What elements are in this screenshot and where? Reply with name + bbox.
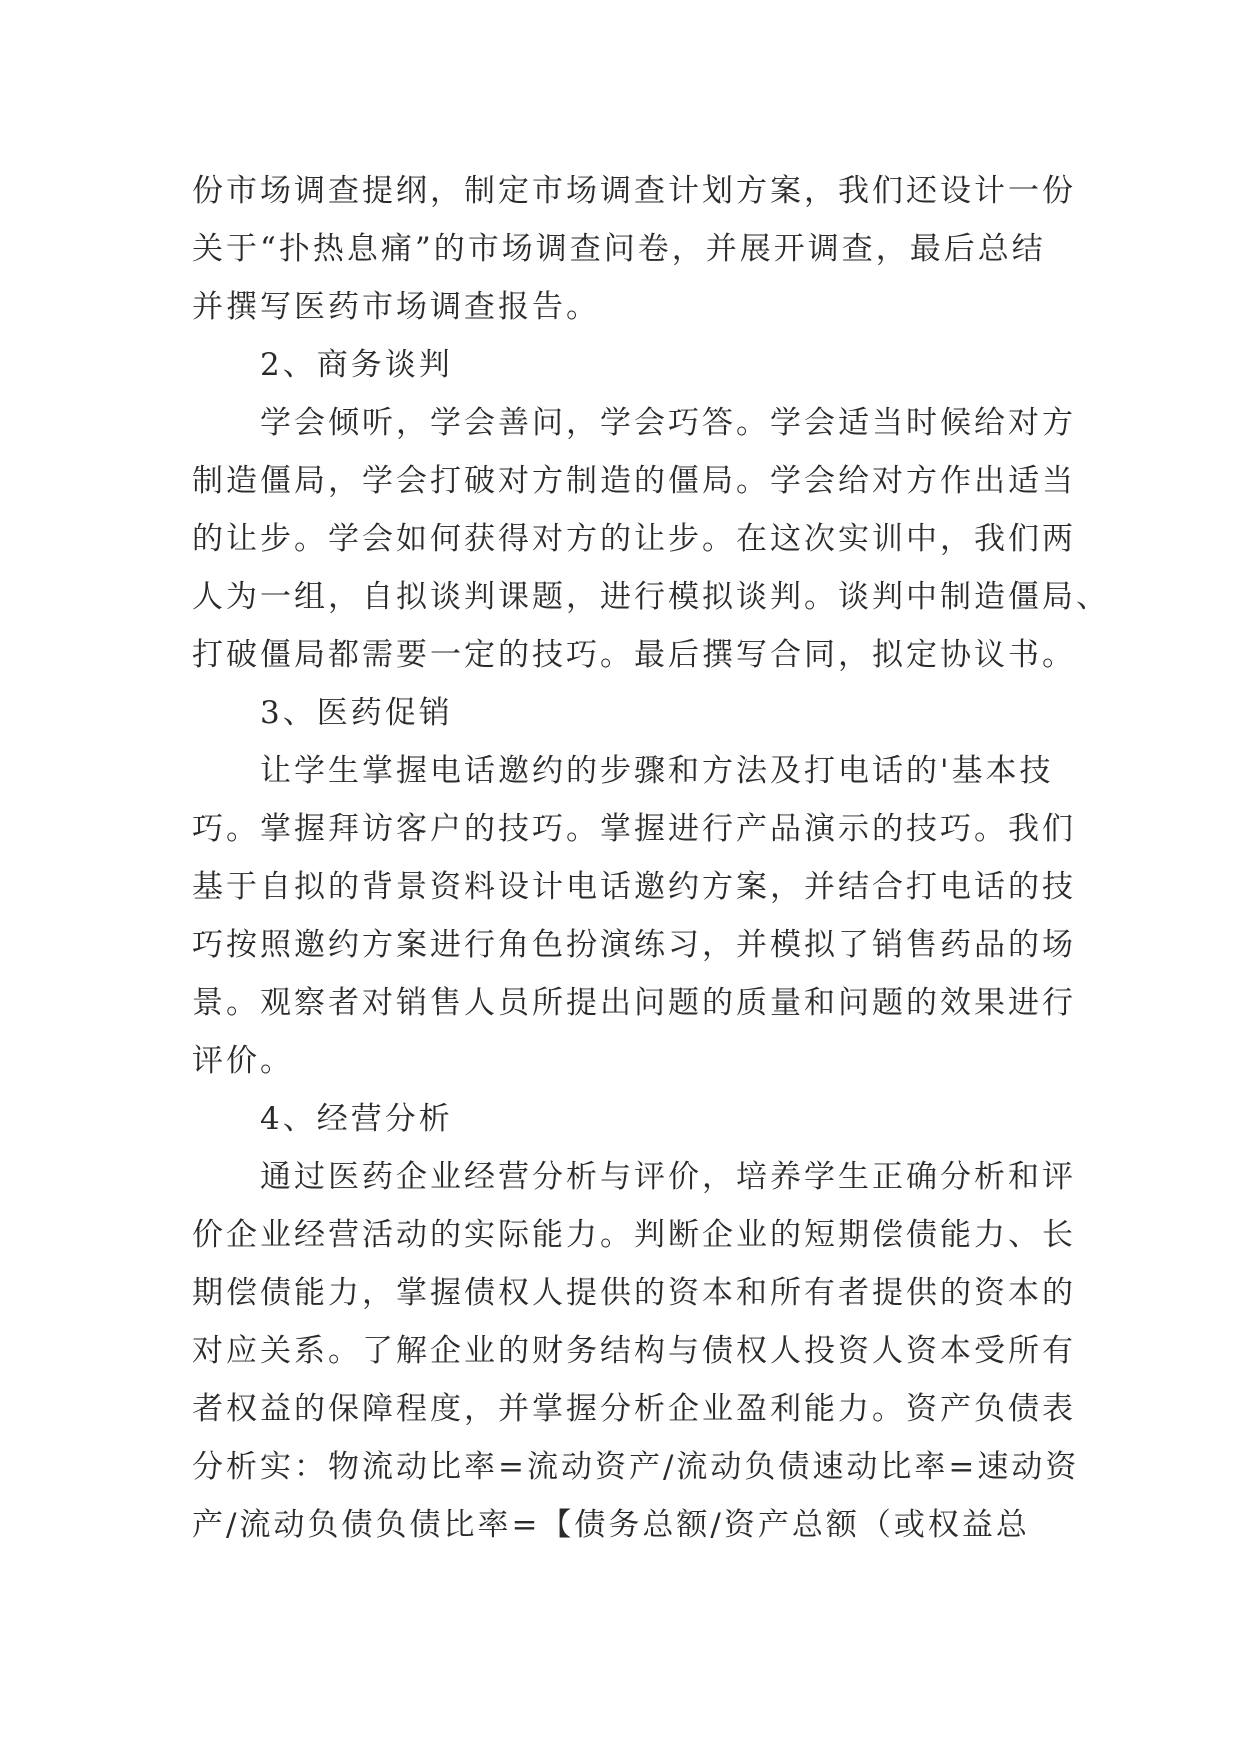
text-line: 制造僵局，学会打破对方制造的僵局。学会给对方作出适当 xyxy=(192,463,1076,499)
text-line: 巧按照邀约方案进行角色扮演练习，并模拟了销售药品的场 xyxy=(192,927,1076,963)
document-body xyxy=(192,162,1110,1554)
text-line: 关于“扑热息痛”的市场调查问卷，并展开调查，最后总结 xyxy=(192,231,1046,267)
text-line: 景。观察者对销售人员所提出问题的质量和问题的效果进行 xyxy=(192,985,1076,1021)
text-line: 价企业经营活动的实际能力。判断企业的短期偿债能力、长 xyxy=(192,1217,1076,1253)
text-line: 分析实：物流动比率=流动资产/流动负债速动比率=速动资 xyxy=(192,1449,1080,1485)
text-line: 通过医药企业经营分析与评价，培养学生正确分析和评 xyxy=(260,1159,1076,1195)
text-line: 打破僵局都需要一定的技巧。最后撰写合同，拟定协议书。 xyxy=(192,637,1076,673)
text-line: 并撰写医药市场调查报告。 xyxy=(192,289,600,325)
text-line: 份市场调查提纲，制定市场调查计划方案，我们还设计一份 xyxy=(192,173,1076,209)
text-line: 4、经营分析 xyxy=(260,1101,453,1137)
text-line: 产/流动负债负债比率=【债务总额/资产总额（或权益总 xyxy=(192,1507,1030,1543)
text-line: 巧。掌握拜访客户的技巧。掌握进行产品演示的技巧。我们 xyxy=(192,811,1076,847)
text-line: 基于自拟的背景资料设计电话邀约方案，并结合打电话的技 xyxy=(192,869,1076,905)
text-line: 对应关系。了解企业的财务结构与债权人投资人资本受所有 xyxy=(192,1333,1076,1369)
text-line: 2、商务谈判 xyxy=(260,347,453,383)
text-line: 期偿债能力，掌握债权人提供的资本和所有者提供的资本的 xyxy=(192,1275,1076,1311)
text-line: 的让步。学会如何获得对方的让步。在这次实训中，我们两 xyxy=(192,521,1076,557)
text-line: 3、医药促销 xyxy=(260,695,453,731)
text-line: 评价。 xyxy=(192,1043,294,1079)
text-line: 者权益的保障程度，并掌握分析企业盈利能力。资产负债表 xyxy=(192,1391,1076,1427)
text-line: 人为一组，自拟谈判课题，进行模拟谈判。谈判中制造僵局、 xyxy=(192,579,1110,615)
text-line: 让学生掌握电话邀约的步骤和方法及打电话的'基本技 xyxy=(260,753,1054,789)
text-line: 学会倾听，学会善问，学会巧答。学会适当时候给对方 xyxy=(260,405,1076,441)
